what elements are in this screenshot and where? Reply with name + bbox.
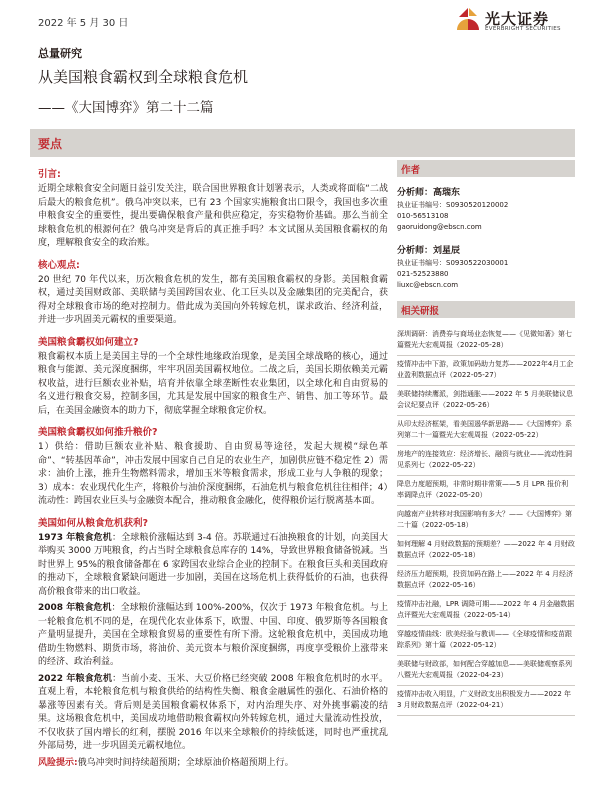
risk-warning	[38, 757, 388, 771]
research-item[interactable]: 经济压力超预期，投资加码在路上——2022 年 4 月经济数据点评（2022-05-16）	[397, 566, 575, 596]
section-heading-intro: 引言:	[38, 169, 61, 180]
logo-chinese-name: 光大证券	[485, 10, 550, 28]
analyst-email[interactable]: gaoruidong@ebscn.com	[397, 223, 482, 231]
analyst-license: 执业证书编号：S0930522030001	[397, 259, 509, 267]
key-points-bar	[30, 129, 575, 157]
research-label: 相关研报	[401, 306, 440, 317]
hegemony-paragraph: 粮食霸权本质上是美国主导的一个全球性地缘政治现象，是美国全球战略的核心，通过粮食与能源、美元深度捆绑，牢牢巩固美国霸权地位。二战之后，美国长期依赖美元霸权收益，进行巨额农业补贴，培育并依靠全球垄断性农业集团，以全球化和自由贸易的名义进行粮食交易，控制多国，尤其是发展中国家的粮食生产、销售、加工等环节。最后，在美国金融资本的助力下，彻底掌握全球粮食定价权。	[38, 351, 388, 416]
analyst-email[interactable]: liuxc@ebscn.com	[397, 281, 459, 289]
research-item[interactable]: 向越南产业转移对我国影响有多大？——《大国博弈》第二十篇（2022-05-18）	[397, 506, 575, 536]
crisis-2022-text: ：当前小麦、玉米、大豆价格已经突破 2008 年粮食危机时的水平。直观上看，本轮粮食危机与粮食供给的结构性失衡、粮食金融属性的强化、石油价格的暴涨等因素有关。背后则是美国粮食霸权体系下，对内治理失序、对外挑事霸凌的结果。这场粮食危机中，美国成功地借助粮食霸权向外转嫁危机，通过大量流动性投放，不仅收获了国内增长的红利，摆脱 2016 年以来全球粮价的持续低迷，同时也严重扰乱外部局势，进一步巩固美元霸权地位。	[38, 673, 388, 751]
analyst-name: 分析师：刘星辰	[397, 246, 461, 256]
research-item[interactable]: 深圳调研：消费券与商场业态恢复——《见微知著》第七篇暨光大宏观周报（2022-05-28）	[397, 326, 575, 356]
analyst-name: 分析师：高瑞东	[397, 188, 461, 198]
crisis-1973-lead: 1973 年粮食危机	[38, 532, 112, 543]
analyst-phone: 021-52523880	[397, 270, 449, 278]
crisis-1973-paragraph	[38, 532, 388, 600]
research-item[interactable]: 疫情冲击社融，LPR 调降可期——2022 年 4 月金融数据点评暨光大宏观周报（2022-05-14）	[397, 596, 575, 626]
research-item[interactable]: 疫情冲击中下游，政策加码助力复苏——2022年4月工企业盈利数据点评（2022-05-27）	[397, 356, 575, 386]
research-item[interactable]: 疫情冲击收入明显，广义财政支出积极发力——2022 年 3 月财政数据点评（2022-04-21）	[397, 686, 575, 716]
intro-paragraph: 近期全球粮食安全问题日益引发关注，联合国世界粮食计划署表示，人类或将面临“二战后最大的粮食危机”。俄乌冲突以来，已有 23 个国家实施粮食出口限令，我国也多次重申粮食安全的重要性，提出要确保粮食产量和供应稳定，夯实稳物价基础。那么当前全球粮食危机的根源何在？俄乌冲突是背后的真正推手吗？本文试图从美国粮食霸权的角度，理解粮食安全的政治账。	[38, 184, 388, 248]
crisis-1973-text: ：全球粮价涨幅达到 3-4 倍。苏联通过石油换粮食的计划，向美国大举购买 3000 万吨粮食，约占当时全球粮食总库存的 14%，导致世界粮食储备锐减。当时世界上 95%的粮食储备都在 6 家跨国农业综合企业的控制下。在粮食巨头和美国政府的推动下，全球粮食紧缺问题进一步加剧，美国在这场危机上获得低价的石油，也获得高价粮食带来的出口收益。	[38, 532, 388, 597]
authors-header	[397, 160, 575, 177]
authors-label: 作者	[401, 165, 421, 176]
section-heading-profit: 美国如何从粮食危机获利?	[38, 517, 149, 529]
price-paragraph: 1）供给：借助巨额农业补贴、粮食援助、自由贸易等途径，发起大规模“绿色革命”、“转基因革命”，冲击发展中国家自己自足的农业生产，加剧供应链不稳定性 2）需求：油价上涨，推升生物燃料需求，增加玉米等粮食需求，形成工业与人争粮的现象；3）成本：农业现代化生产，将粮价与油价深度捆绑，石油危机与粮食危机往往相伴；4）流动性：跨国农业巨头与金融资本配合，推动粮食金融化，使得粮价运行脱离基本面。	[38, 442, 388, 506]
research-item[interactable]: 降息力度超预期，非常时期非常策——5 月 LPR 报价利率调降点评（2022-05-20）	[397, 476, 575, 506]
analyst-phone: 010-56513108	[397, 212, 449, 220]
analyst-card	[397, 243, 575, 291]
research-item[interactable]: 美联储持续鹰派，剑指通胀——2022 年 5 月美联储议息会议纪要点评（2022-05-26）	[397, 386, 575, 416]
logo-english-name: EVERBRIGHT SECURITIES	[485, 26, 561, 32]
section-heading-hegemony: 美国粮食霸权如何建立?	[38, 336, 139, 348]
analyst-card	[397, 185, 575, 233]
risk-label: 风险提示:	[38, 757, 78, 768]
key-points-label: 要点	[38, 137, 63, 151]
core-view-paragraph: 20 世纪 70 年代以来，历次粮食危机的发生，都有美国粮食霸权的身影。美国粮食霸权，通过美国财政部、美联储与美国跨国农业、化工巨头以及金融集团的完美配合，获得对全球粮食市场的绝对控制力。借此成为美国向外转嫁危机，谋求政治、经济利益，并进一步巩固美元霸权的重要渠道。	[38, 274, 388, 325]
report-category: 总量研究	[38, 47, 82, 60]
report-subtitle: ——《大国博弈》第二十二篇	[38, 100, 214, 116]
research-item[interactable]: 美联储与财政部，如何配合穿越加息——美联储观察系列八暨光大宏观周报（2022-04-23）	[397, 656, 575, 686]
report-date: 2022 年 5 月 30 日	[38, 18, 129, 29]
report-title: 从美国粮食霸权到全球粮食危机	[38, 68, 249, 86]
main-content	[38, 160, 388, 770]
crisis-2008-text: ：全球粮价涨幅达到 100%-200%，仅次于 1973 年粮食危机。与上一轮粮食危机不同的是，在现代化农业体系下，欧盟、中国、印度、俄罗斯等各国粮食产量明显提升，美国在全球粮食贸易的重要性有所下滑。这轮粮食危机中，美国成功地借助生物燃料、期货市场，将油价、美元资本与粮价深度捆绑，再度享受粮价上涨带来的经济、政治利益。	[38, 603, 388, 667]
crisis-2008-lead: 2008 年粮食危机	[38, 603, 112, 613]
section-heading-core-view: 核心观点:	[38, 259, 80, 271]
logo-sun-icon	[455, 6, 481, 32]
related-research	[397, 301, 575, 716]
analyst-license: 执业证书编号：S0930520120002	[397, 201, 509, 209]
crisis-2022-paragraph	[38, 673, 388, 754]
research-item[interactable]: 如何理解 4 月财政数据的预期差？——2022 年 4 月财政数据点评（2022-05-18）	[397, 536, 575, 566]
research-item[interactable]: 房地产的连接效应：经济增长、融资与就业——流动性洞见系列七（2022-05-22）	[397, 446, 575, 476]
company-logo	[455, 6, 575, 36]
section-heading-price: 美国粮食霸权如何推升粮价?	[38, 427, 158, 438]
crisis-2022-lead: 2022 年粮食危机	[38, 673, 113, 684]
sidebar	[397, 160, 575, 716]
research-item[interactable]: 从印太经济框架，看美国遏华新思路——《大国博弈》系列第二十一篇暨光大宏观周报（2022-05-22）	[397, 416, 575, 446]
risk-text: 俄乌冲突时间持续超预期；全球原油价格超预期上行。	[77, 757, 294, 768]
research-header	[397, 301, 575, 318]
research-item[interactable]: 穿越疫情曲线：欧美经验与教训——《全球疫情和疫苗跟踪系列》第十篇（2022-05-12）	[397, 626, 575, 656]
crisis-2008-paragraph	[38, 602, 388, 670]
